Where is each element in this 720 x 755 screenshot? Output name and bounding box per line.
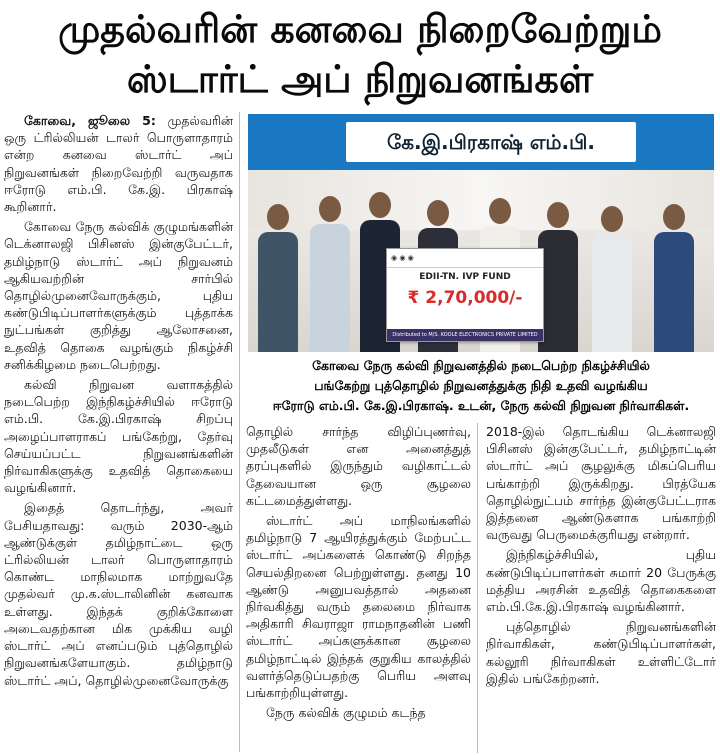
caption-line: பங்கேற்று புத்தொழில் நிறுவனத்துக்கு நிதி உதவி வழங்கிய [314,378,648,393]
article-paragraph: ஸ்டார்ட் அப் மாநிலங்களில் தமிழ்நாடு 7 ஆயிரத்துக்கும் மேற்பட்ட ஸ்டார்ட் அப்களைக் கொண்டு சிறந்த செயல்திறனை பெற்றுள்ளது. தனது 10 ஆண்டு அனுபவத்தால் அதனை நிர்வகித்து வரும் தலைமை நிர்வாக அதிகாரி சிவராஜா ராமநாதனின் பணி ஸ்டார்ட் அப்களுக்கான சூழலை தமிழ்நாட்டில் இந்தக் குறுகிய காலத்தில் வளர்த்தெடுப்பதற்கு பெரிய அளவு பங்காற்றியுள்ளது. [246,513,471,701]
person-figure [310,196,350,352]
article-paragraph: இதைத் தொடர்ந்து, அவர் பேசியதாவது: வரும் 2030-ஆம் ஆண்டுக்குள் தமிழ்நாட்டை ஒரு ட்ரில்லியன் டாலர் பொருளாதாரம் கொண்ட மாநிலமாக மாற்றுவதே முதல்வர் மு.க.ஸ்டாலினின் கனவாக உள்ளது. இந்தக் குறிக்கோளை அடைவதற்கான மிக முக்கிய வழி ஸ்டார்ட் அப் எனப்படும் புத்தொழில் நிறுவனங்களேயாகும். தமிழ்நாடு ஸ்டார்ட் அப், தொழில்முனைவோருக்கு [4,500,233,688]
article-paragraph: இந்நிகழ்ச்சியில், புதிய கண்டுபிடிப்பாளர்கள் சுமார் 20 பேருக்கு மத்திய அரசின் உதவித் தொகைகளை எம்.பி.கே.இ.பிரகாஷ் வழங்கினார். [486,547,716,615]
news-photo [248,114,714,352]
caption-line: கோவை நேரு கல்வி நிறுவனத்தில் நடைபெற்ற நிகழ்ச்சியில் [312,358,650,373]
headline [0,0,720,104]
article-paragraph: தொழில் சார்ந்த விழிப்புணர்வு, முதலீடுகள் என அனைத்துத் தரப்புகளில் இருந்தும் வழிகாட்டல் தேவையான ஒரு சூழலை கட்டமைத்துள்ளது. [246,424,471,508]
headline-line-2: ஸ்டார்ட் அப் நிறுவனங்கள் [126,57,594,101]
article-text: முதல்வரின் ஒரு ட்ரில்லியன் டாலர் பொருளாதாரம் என்ற கனவை ஸ்டார்ட் அப் நிறுவனங்கள் நிறைவேற்றி வருவதாக ஈரோடு எம்.பி. கே.இ. பிரகாஷ் கூறினார். [4,113,233,215]
article-column-3 [486,423,716,753]
dateline: கோவை, ஜூலை 5: [24,113,156,128]
name-label: கே.இ.பிரகாஷ் எம்.பி. [346,122,636,162]
person-figure [538,202,578,352]
article-paragraph: கோவை நேரு கல்விக் குழுமங்களின் டெக்னாலஜி பிசினஸ் இன்குபேட்டர், தமிழ்நாடு ஸ்டார்ட் அப் நிறுவனம் ஆகியவற்றின் சார்பில் தொழில்முனைவோருக்கும், புதிய கண்டுபிடிப்பாளர்களுக்கும் புத்தாக்க நுட்பங்கள் குறித்து ஆலோசனை, உதவித் தொகை வழங்கும் நிகழ்ச்சி சனிக்கிழமை நடைபெற்றது. [4,219,233,372]
cheque-title: EDII-TN. IVP FUND [419,272,511,282]
cheque-amount: ₹ 2,70,000/- [407,288,523,308]
photo-caption [248,356,714,416]
photo-scene [248,170,714,352]
headline-line-1: முதல்வரின் கனவை நிறைவேற்றும் [58,7,662,51]
cheque-board [386,248,544,342]
article-paragraph: புத்தொழில் நிறுவனங்களின் நிர்வாகிகள், கண்டுபிடிப்பாளர்கள், கல்லூரி நிர்வாகிகள் உள்ளிட்டோர் இதில் பங்கேற்றனர். [486,619,716,686]
person-figure [592,206,632,352]
article-paragraph: 2018-இல் தொடங்கிய டெக்னாலஜி பிசினஸ் இன்குபேட்டர், தமிழ்நாட்டின் ஸ்டார்ட் அப் சூழலுக்கு மிகப்பெரிய பங்காற்றி இருக்கிறது. பிரத்யேக தொழில்நுட்பம் சார்ந்த இன்குபேட்டராக இத்தனை ஆண்டுகளாக பங்காற்றி வருவது பெருமைக்குரியது என்றார். [486,424,716,543]
person-figure [654,204,694,352]
article-paragraph [4,112,233,215]
article-paragraph: நேரு கல்விக் குழுமம் கடந்த [266,705,426,721]
person-figure [258,204,298,352]
caption-line: ஈரோடு எம்.பி. கே.இ.பிரகாஷ். உடன், நேரு கல்வி நிறுவன நிர்வாகிகள். [272,398,690,413]
article-paragraph: கல்வி நிறுவன வளாகத்தில் நடைபெற்ற இந்நிகழ்ச்சியில் ஈரோடு எம்.பி. கே.இ.பிரகாஷ் சிறப்பு அழைப்பாளராகப் பங்கேற்று, தேர்வு செய்யப்பட்ட நிறுவனங்களின் நிர்வாகிகளுக்கு உதவித் தொகையை வழங்கினார். [4,377,233,496]
article-column-2 [246,423,478,753]
cheque-logos: ◉ ◉ ◉ [387,249,543,268]
name-banner [248,114,714,170]
cheque-recipient: Distributed to M/S. KOOLE ELECTRONICS PRIVATE LIMITED [387,329,543,341]
article-column-1 [4,112,240,752]
